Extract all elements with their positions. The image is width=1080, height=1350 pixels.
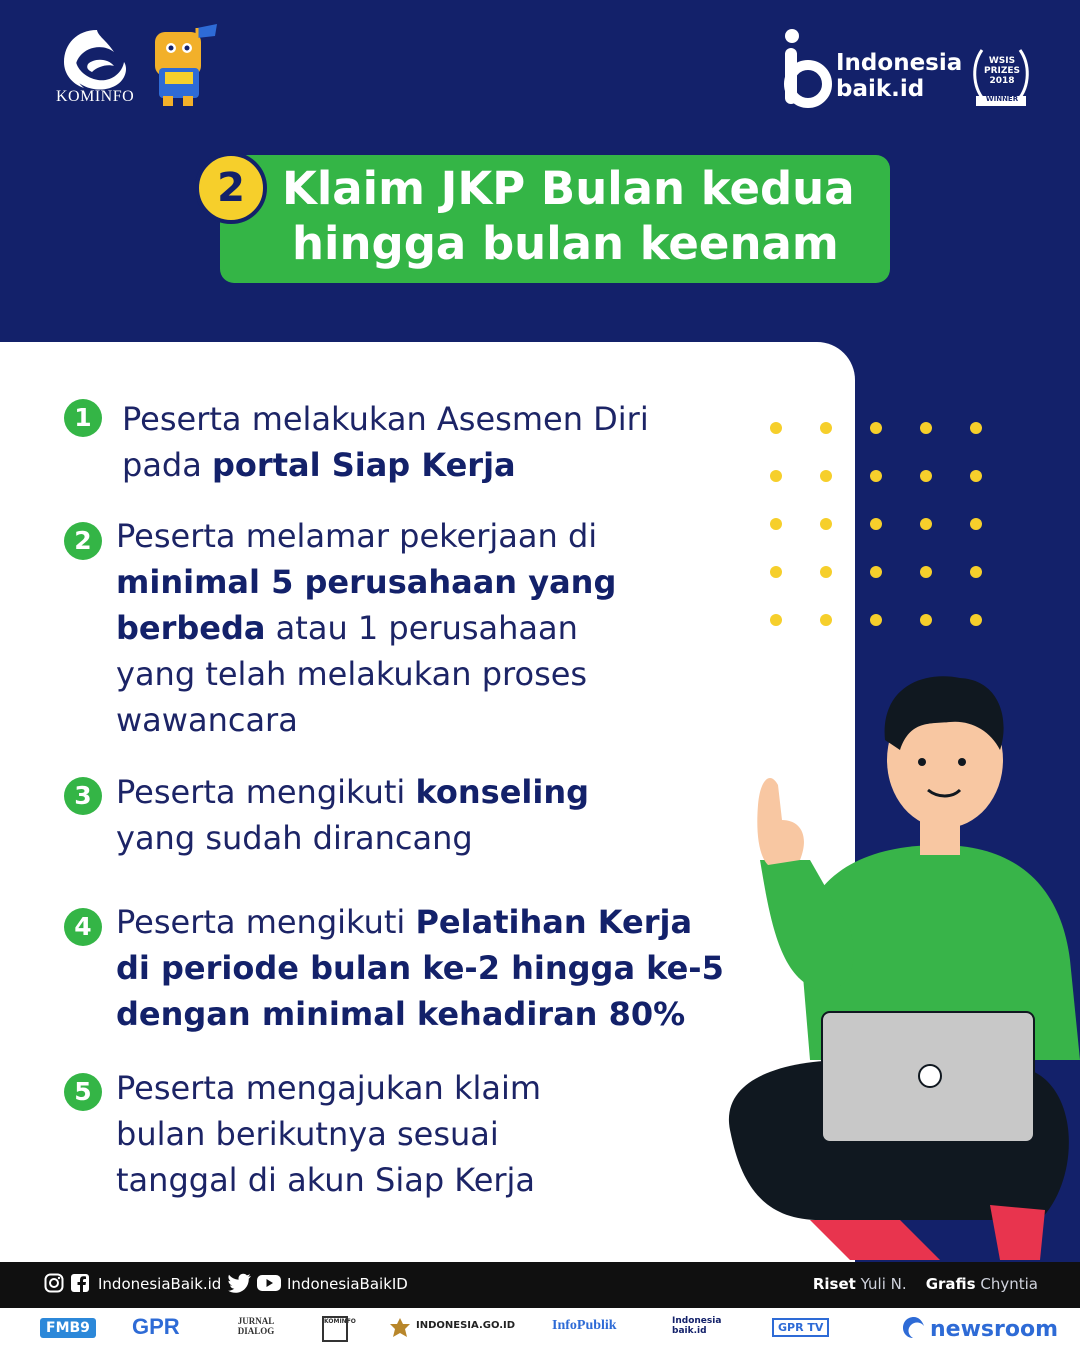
step-text-run: bulan berikutnya sesuai [116,1115,499,1153]
step-bold-run: konseling [415,773,590,811]
step-line [116,899,724,945]
step-text-run: tanggal di akun Siap Kerja [116,1161,536,1199]
step-5-badge: 5 [64,1073,102,1111]
decorative-dot [870,566,882,578]
step-line [122,396,649,442]
step-bold-run: portal Siap Kerja [212,446,516,484]
decorative-dot [870,470,882,482]
decorative-dot [820,422,832,434]
step-text-run: Peserta mengikuti [116,773,416,811]
step-line [116,769,589,815]
grafis-label: Grafis [925,1275,976,1293]
step-1-text [122,396,649,488]
step-bold-run: berbeda [116,609,266,647]
decorative-dot [820,470,832,482]
partner-newsroom[interactable]: newsroom [930,1317,1059,1342]
youtube-icon[interactable] [256,1273,282,1293]
person-laptop-illustration-icon [700,660,1080,1270]
step-1-badge: 1 [64,399,102,437]
decorative-dot [770,518,782,530]
step-4-badge: 4 [64,908,102,946]
riset-name: Yuli N. [860,1275,907,1293]
step-line [116,815,589,861]
title-number-badge: 2 [195,152,267,224]
brand-line2: baik.id [836,76,925,102]
decorative-dot [920,614,932,626]
decorative-dot [920,566,932,578]
decorative-dot [970,470,982,482]
step-line [116,605,616,651]
step-line [116,651,616,697]
garuda-emblem-icon [388,1316,412,1340]
decorative-dot [870,518,882,530]
partner-gpr[interactable]: GPR [132,1314,180,1339]
credits [813,1274,1038,1294]
grafis-name: Chyntia [980,1275,1038,1293]
step-text-run: wawancara [116,701,298,739]
award-winner: WINNER [985,95,1019,103]
partner-infopublik[interactable]: InfoPublik [552,1318,617,1333]
step-bold-run: Pelatihan Kerja [415,903,693,941]
decorative-dot [770,470,782,482]
step-text-run: Peserta mengajukan klaim [116,1069,542,1107]
riset-label: Riset [812,1275,856,1293]
step-text-run: Peserta melamar pekerjaan di [116,517,598,555]
partner-kominfo[interactable]: KOMINFO [322,1316,348,1342]
step-bold-run: minimal 5 perusahaan yang [116,563,617,601]
title-line1: Klaim JKP Bulan kedua [282,162,855,215]
step-2-text [116,513,616,743]
instagram-icon[interactable] [44,1273,64,1293]
decorative-dot [820,614,832,626]
kominfo-label: KOMINFO [56,88,135,105]
partner-indonesiabaik[interactable]: Indonesia baik.id [672,1316,722,1336]
partner-gpr-tv[interactable]: GPR TV [772,1318,829,1337]
step-line [116,991,724,1037]
twitter-icon[interactable] [228,1273,252,1293]
decorative-dot [820,518,832,530]
decorative-dot [820,566,832,578]
partner-indonesia-go-id[interactable]: INDONESIA.GO.ID [416,1320,516,1331]
decorative-dot [920,518,932,530]
decorative-dot [920,422,932,434]
partner-jurnal-dialog[interactable]: JURNAL DIALOG [237,1316,275,1336]
facebook-icon[interactable] [70,1273,90,1293]
social-handle-1[interactable]: IndonesiaBaik.id [98,1275,222,1293]
step-bold-run: dengan minimal kehadiran 80% [116,995,686,1033]
step-line [116,513,616,559]
step-line [116,559,616,605]
newsroom-swirl-icon [900,1314,928,1342]
decorative-dot [770,566,782,578]
decorative-dot [970,422,982,434]
decorative-dot [920,470,932,482]
step-line [116,1111,541,1157]
step-line [122,442,649,488]
step-2-badge: 2 [64,522,102,560]
decorative-dot [970,566,982,578]
step-3-badge: 3 [64,777,102,815]
step-bold-run: di periode bulan ke-2 hingga ke-5 [116,949,724,987]
step-text-run: Peserta melakukan Asesmen Diri [122,400,649,438]
title-line2: hingga bulan keenam [292,217,839,270]
step-text-run: yang telah melakukan proses [116,655,588,693]
decorative-dot [870,614,882,626]
brand-text [836,50,962,102]
social-handle-2[interactable]: IndonesiaBaikID [287,1275,408,1293]
step-5-text [116,1065,541,1203]
step-4-text [116,899,724,1037]
step-text-run: Peserta mengikuti [116,903,416,941]
tv-digital-mascot-icon [145,22,220,107]
brand-line1: Indonesia [836,50,963,76]
indonesia-baik-logo-icon [782,28,832,108]
decorative-dots-icon [760,410,1000,640]
partner-fmb9[interactable]: FMB9 [40,1318,96,1338]
step-text-run: atau 1 perusahaan [265,609,578,647]
decorative-dot [770,614,782,626]
decorative-dot [770,422,782,434]
step-line [116,1157,541,1203]
step-3-text [116,769,589,861]
decorative-dot [970,518,982,530]
award-label: WSIS PRIZES 2018 [984,56,1021,86]
decorative-dot [970,614,982,626]
step-line [116,1065,541,1111]
step-text-run: pada [122,446,213,484]
step-line [116,945,724,991]
step-line [116,697,616,743]
step-text-run: yang sudah dirancang [116,819,473,857]
decorative-dot [870,422,882,434]
